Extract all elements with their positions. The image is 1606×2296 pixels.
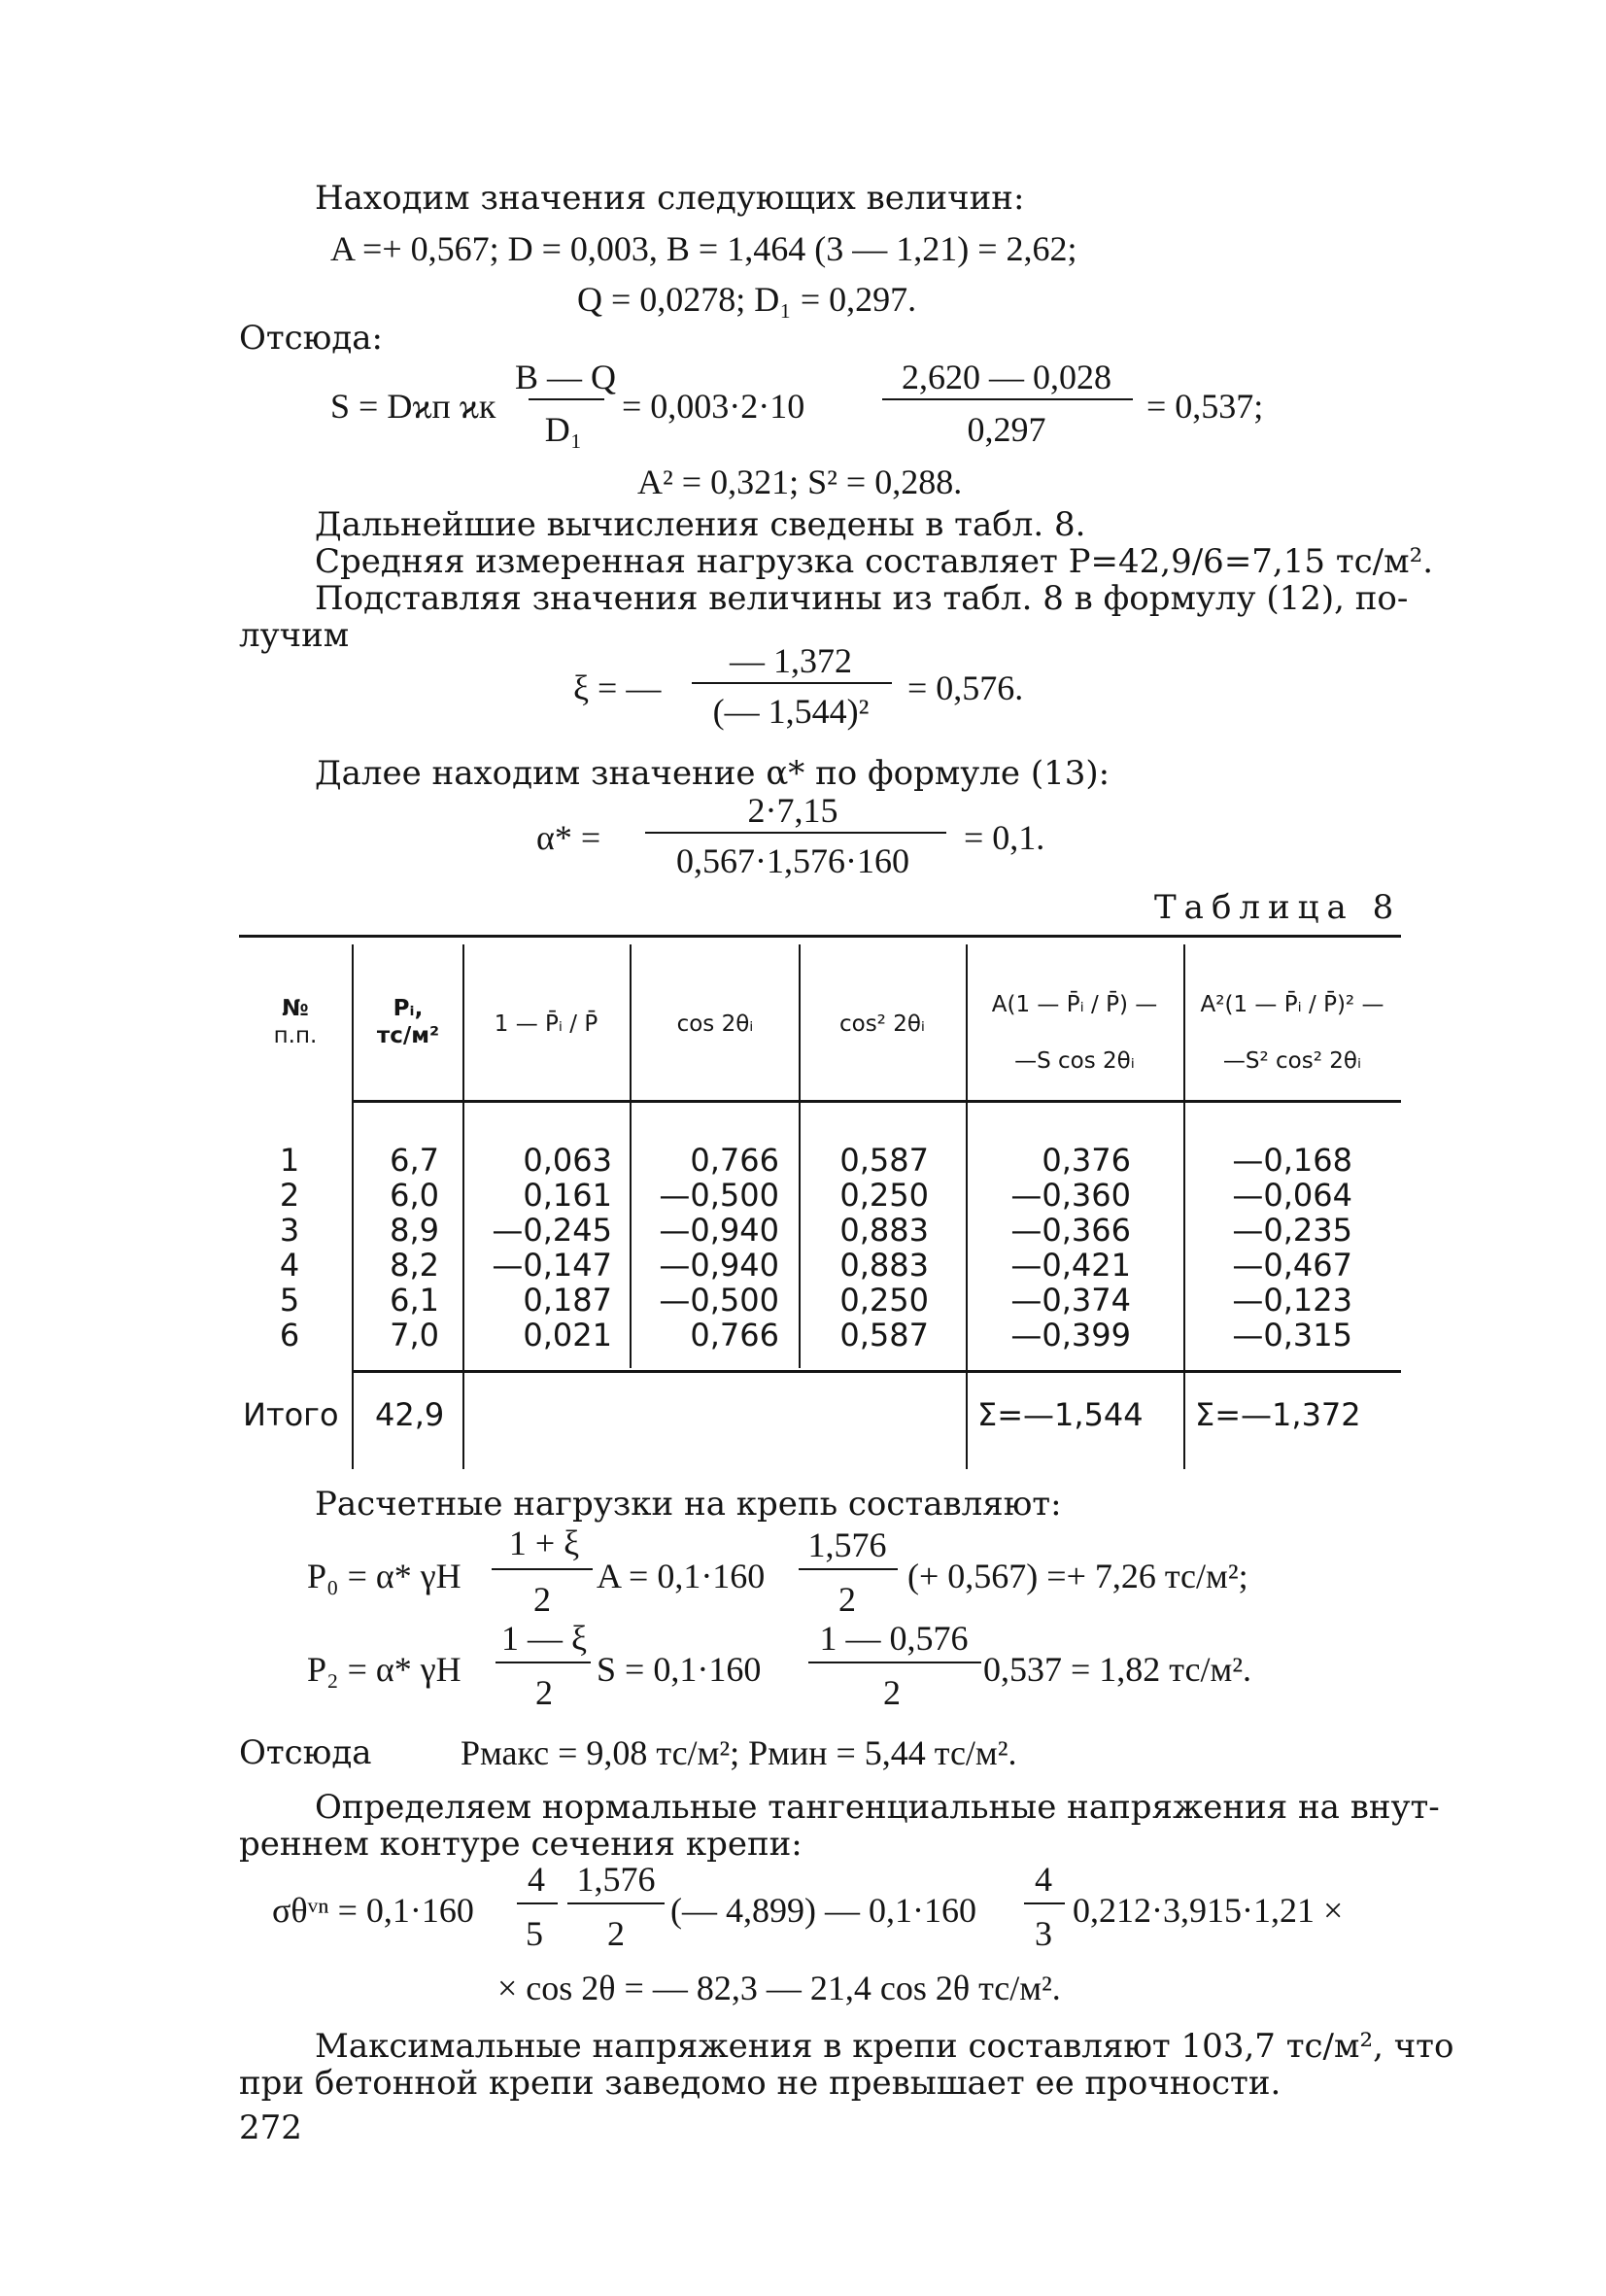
table-cell: 0,883	[839, 1247, 929, 1284]
header-p-unit: тс/м²	[376, 1023, 440, 1048]
p2-frac2-bar	[808, 1662, 981, 1663]
total-load: 42,9	[375, 1396, 445, 1433]
table-col-divider	[462, 944, 464, 1469]
header-relative-load: 1 — P̄ᵢ / P̄	[494, 1011, 598, 1037]
table-cell: —0,147	[492, 1247, 612, 1284]
table-cell: —0,399	[1010, 1317, 1131, 1354]
p2-formula-mid: S = 0,1·160	[597, 1650, 762, 1689]
table-cell: —0,366	[1010, 1212, 1131, 1249]
p2-formula-lhs: P₂ = α* γH	[307, 1650, 461, 1689]
intro-text: Находим значения следующих величин:	[315, 179, 1025, 218]
sigma-frac2-num: 1,576	[576, 1860, 656, 1899]
table-cell: —0,500	[659, 1177, 779, 1214]
table-cell: —0,940	[659, 1247, 779, 1284]
s-formula-lhs: S = Dϰп ϰк	[330, 387, 496, 426]
xi-bar	[692, 682, 892, 684]
p2-frac1-den: 2	[535, 1673, 553, 1712]
paragraph-7-line-2: при бетонной крепи заведомо не превышает ее прочности.	[239, 2064, 1281, 2103]
table-cell: 5	[279, 1282, 300, 1319]
s-frac2-bar	[882, 398, 1133, 400]
table-cell: —0,315	[1232, 1317, 1352, 1354]
table-cell: 7,0	[390, 1317, 439, 1354]
paragraph-2: Средняя измеренная нагрузка составляет P=42,9/6=7,15 тс/м².	[315, 542, 1434, 581]
p2-frac1-bar	[495, 1662, 591, 1663]
paragraph-6-line-2: реннем контуре сечения крепи:	[239, 1825, 803, 1864]
p0-frac2-bar	[799, 1568, 898, 1570]
header-cos-squared: cos² 2θᵢ	[838, 1011, 926, 1037]
xi-den: (— 1,544)²	[712, 692, 870, 731]
header-col6-bottom: —S cos 2θᵢ	[1014, 1048, 1135, 1074]
s-frac2-den: 0,297	[967, 410, 1046, 449]
paragraph-7-line-1: Максимальные напряжения в крепи составляют 103,7 тс/м², что	[315, 2027, 1454, 2066]
s-formula-mid: = 0,003·2·10	[622, 387, 805, 426]
table-cell: 6,7	[390, 1142, 439, 1179]
p0-formula-lhs: P₀ = α* γH	[307, 1557, 461, 1595]
otsyuda-label-2: Отсюда	[239, 1733, 372, 1772]
alpha-bar	[645, 832, 946, 834]
paragraph-6-line-1: Определяем нормальные тангенциальные напряжения на внут-	[315, 1788, 1440, 1827]
table-cell: —0,467	[1232, 1247, 1352, 1284]
header-col6-top: A(1 — P̄ᵢ / P̄) —	[991, 992, 1158, 1017]
p2-formula-result: 0,537 = 1,82 тс/м².	[983, 1650, 1252, 1689]
table-caption: Таблица 8	[1154, 888, 1402, 927]
p2-frac1-num: 1 — ξ	[500, 1619, 588, 1658]
sigma-frac2-bar	[567, 1902, 665, 1904]
p2-frac2-den: 2	[883, 1673, 901, 1712]
table-cell: 1	[279, 1142, 300, 1179]
s-frac1-bar	[529, 398, 604, 400]
paragraph-1: Дальнейшие вычисления сведены в табл. 8.	[315, 505, 1086, 544]
sigma-frac1-num: 4	[528, 1860, 545, 1899]
alpha-den: 0,567·1,576·160	[676, 841, 909, 880]
table-cell: 0,063	[523, 1142, 612, 1179]
table-col-divider	[1183, 944, 1185, 1469]
header-p: Pᵢ,	[393, 996, 424, 1021]
total-label: Итого	[243, 1396, 339, 1433]
alpha-num: 2·7,15	[747, 791, 838, 830]
table-cell: 2	[279, 1177, 300, 1214]
sigma-frac3-num: 4	[1035, 1860, 1052, 1899]
table-header-rule	[352, 1100, 1401, 1103]
alpha-formula-result: = 0,1.	[964, 818, 1045, 857]
p0-frac1-den: 2	[533, 1580, 551, 1619]
table-cell: —0,500	[659, 1282, 779, 1319]
p0-frac1-bar	[492, 1568, 593, 1570]
sigma-frac3-den: 3	[1035, 1914, 1052, 1953]
table-cell: 0,187	[523, 1282, 612, 1319]
paragraph-3-line-1: Подставляя значения величины из табл. 8 в формулу (12), по-	[315, 579, 1409, 618]
header-col7-top: A²(1 — P̄ᵢ / P̄)² —	[1200, 992, 1384, 1017]
page-number: 272	[239, 2108, 302, 2147]
header-col7-bottom: —S² cos² 2θᵢ	[1222, 1048, 1362, 1074]
table-cell: 0,376	[1042, 1142, 1131, 1179]
squares-line: A² = 0,321; S² = 0,288.	[637, 463, 963, 501]
table-cell: 0,766	[690, 1142, 779, 1179]
sigma-formula-tail: 0,212·3,915·1,21 ×	[1073, 1891, 1344, 1930]
sigma-formula-lhs: σθᵛⁿ = 0,1·160	[272, 1891, 474, 1930]
sigma-formula-line-2: × cos 2θ = — 82,3 — 21,4 cos 2θ тс/м².	[497, 1969, 1061, 2007]
table-cell: —0,374	[1010, 1282, 1131, 1319]
table-cell: 6	[279, 1317, 300, 1354]
sigma-formula-mid: (— 4,899) — 0,1·160	[670, 1891, 976, 1930]
p0-frac2-num: 1,576	[807, 1525, 887, 1564]
table-cell: 0,587	[839, 1317, 929, 1354]
s-frac2-num: 2,620 — 0,028	[902, 358, 1111, 396]
total-sum-col7: Σ=—1,372	[1195, 1396, 1361, 1433]
p0-formula-mid: A = 0,1·160	[597, 1557, 766, 1595]
table-cell: 6,1	[390, 1282, 439, 1319]
sigma-frac1-bar	[517, 1902, 558, 1904]
values-line-2: Q = 0,0278; D₁ = 0,297.	[577, 280, 917, 319]
s-formula-result: = 0,537;	[1146, 387, 1264, 426]
sigma-frac1-den: 5	[526, 1914, 543, 1953]
alpha-formula-lhs: α* =	[536, 818, 601, 857]
table-cell: 0,250	[839, 1282, 929, 1319]
table-cell: 0,883	[839, 1212, 929, 1249]
table-cell: —0,064	[1232, 1177, 1352, 1214]
paragraph-4: Далее находим значение α* по формуле (13):	[315, 754, 1111, 793]
paragraph-3-line-2: лучим	[239, 616, 350, 655]
table-cell: 6,0	[390, 1177, 439, 1214]
table-cell: —0,940	[659, 1212, 779, 1249]
table-cell: 3	[279, 1212, 300, 1249]
paragraph-5: Расчетные нагрузки на крепь составляют:	[315, 1485, 1062, 1524]
xi-formula-lhs: ξ = —	[573, 668, 662, 707]
table-cell: 0,587	[839, 1142, 929, 1179]
table-cell: 8,9	[390, 1212, 439, 1249]
s-frac1-den: D₁	[544, 410, 583, 449]
table-cell: 0,766	[690, 1317, 779, 1354]
p0-frac1-num: 1 + ξ	[508, 1524, 580, 1562]
table-col-divider	[630, 944, 632, 1368]
table-cell: —0,360	[1010, 1177, 1131, 1214]
header-cos: cos 2θᵢ	[676, 1011, 754, 1037]
table-cell: —0,123	[1232, 1282, 1352, 1319]
table-cell: —0,421	[1010, 1247, 1131, 1284]
table-col-divider	[799, 944, 801, 1368]
table-col-divider	[966, 944, 968, 1469]
table-cell: 8,2	[390, 1247, 439, 1284]
table-cell: 0,250	[839, 1177, 929, 1214]
table-cell: 0,161	[523, 1177, 612, 1214]
xi-formula-result: = 0,576.	[907, 668, 1024, 707]
table-col-divider	[352, 944, 354, 1469]
table-total-rule	[352, 1370, 1401, 1373]
table-cell: —0,235	[1232, 1212, 1352, 1249]
xi-num: — 1,372	[730, 641, 852, 680]
sigma-frac3-bar	[1024, 1902, 1065, 1904]
otsyuda-label: Отсюда:	[239, 319, 383, 358]
p0-frac2-den: 2	[838, 1580, 856, 1619]
s-frac1-num: B — Q	[514, 358, 617, 396]
table-cell: —0,245	[492, 1212, 612, 1249]
table-top-rule	[239, 935, 1401, 938]
pmax-pmin-line: Pмакс = 9,08 тс/м²; Pмин = 5,44 тс/м².	[461, 1733, 1017, 1772]
table-cell: —0,168	[1232, 1142, 1352, 1179]
total-sum-col6: Σ=—1,544	[977, 1396, 1144, 1433]
header-number-sub: п.п.	[273, 1023, 318, 1048]
values-line-1: A =+ 0,567; D = 0,003, B = 1,464 (3 — 1,21) = 2,62;	[330, 229, 1077, 268]
table-cell: 0,021	[523, 1317, 612, 1354]
p0-formula-result: (+ 0,567) =+ 7,26 тс/м²;	[907, 1557, 1248, 1595]
sigma-frac2-den: 2	[607, 1914, 625, 1953]
header-number: №	[282, 996, 309, 1021]
table-cell: 4	[279, 1247, 300, 1284]
p2-frac2-num: 1 — 0,576	[819, 1619, 969, 1658]
